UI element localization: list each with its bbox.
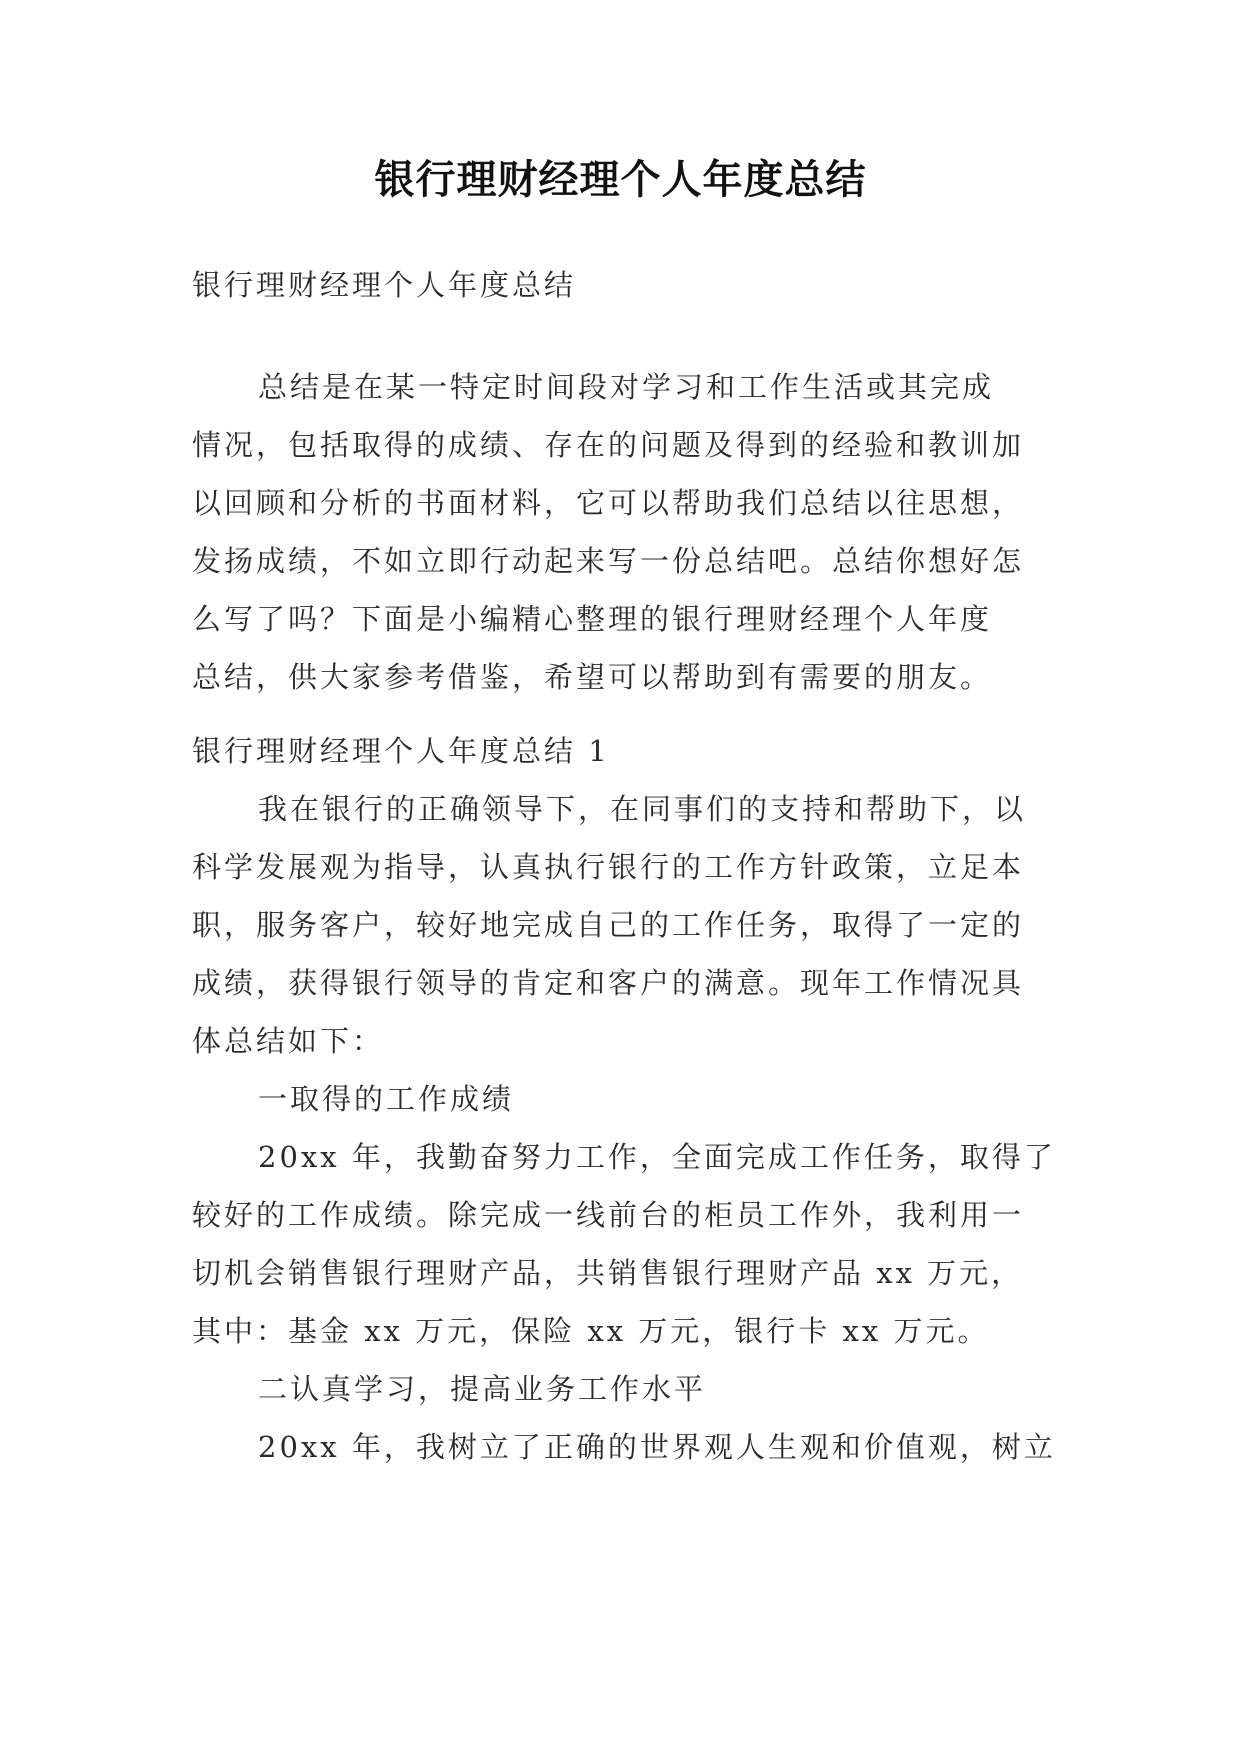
subsection-heading: 二认真学习，提高业务工作水平 — [258, 1372, 707, 1406]
intro-line: 总结是在某一特定时间段对学习和工作生活或其完成 — [258, 370, 995, 404]
intro-line: 总结，供大家参考借鉴，希望可以帮助到有需要的朋友。 — [192, 660, 993, 694]
paragraph-line: 20xx 年，我树立了正确的世界观人生观和价值观，树立 — [258, 1430, 1056, 1464]
document-subtitle-block — [192, 256, 1052, 314]
intro-line: 以回顾和分析的书面材料，它可以帮助我们总结以往思想， — [192, 486, 1025, 520]
paragraph-line: 切机会销售银行理财产品，共销售银行理财产品 xx 万元， — [192, 1256, 1024, 1290]
paragraph-line: 其中：基金 xx 万元，保险 xx 万元，银行卡 xx 万元。 — [192, 1314, 990, 1348]
subsection-heading: 一取得的工作成绩 — [258, 1082, 515, 1116]
intro-line: 情况，包括取得的成绩、存在的问题及得到的经验和教训加 — [192, 428, 1025, 462]
paragraph-line: 职，服务客户，较好地完成自己的工作任务，取得了一定的 — [192, 908, 1025, 942]
paragraph-line: 我在银行的正确领导下，在同事们的支持和帮助下，以 — [258, 792, 1027, 826]
section-heading: 银行理财经理个人年度总结 1 — [192, 734, 610, 768]
paragraph-line: 成绩，获得银行领导的肯定和客户的满意。现年工作情况具 — [192, 966, 1025, 1000]
document-subtitle: 银行理财经理个人年度总结 — [192, 268, 577, 302]
document-title: 银行理财经理个人年度总结 — [374, 157, 867, 203]
paragraph-line: 科学发展观为指导，认真执行银行的工作方针政策，立足本 — [192, 850, 1025, 884]
intro-line: 发扬成绩，不如立即行动起来写一份总结吧。总结你想好怎 — [192, 544, 1025, 578]
paragraph-line: 20xx 年，我勤奋努力工作，全面完成工作任务，取得了 — [258, 1140, 1056, 1174]
paragraph-line: 体总结如下： — [192, 1024, 385, 1058]
intro-line: 么写了吗？下面是小编精心整理的银行理财经理个人年度 — [192, 602, 993, 636]
paragraph-line: 较好的工作成绩。除完成一线前台的柜员工作外，我利用一 — [192, 1198, 1025, 1232]
section-1 — [192, 722, 1056, 1476]
intro-paragraph — [192, 358, 1052, 706]
